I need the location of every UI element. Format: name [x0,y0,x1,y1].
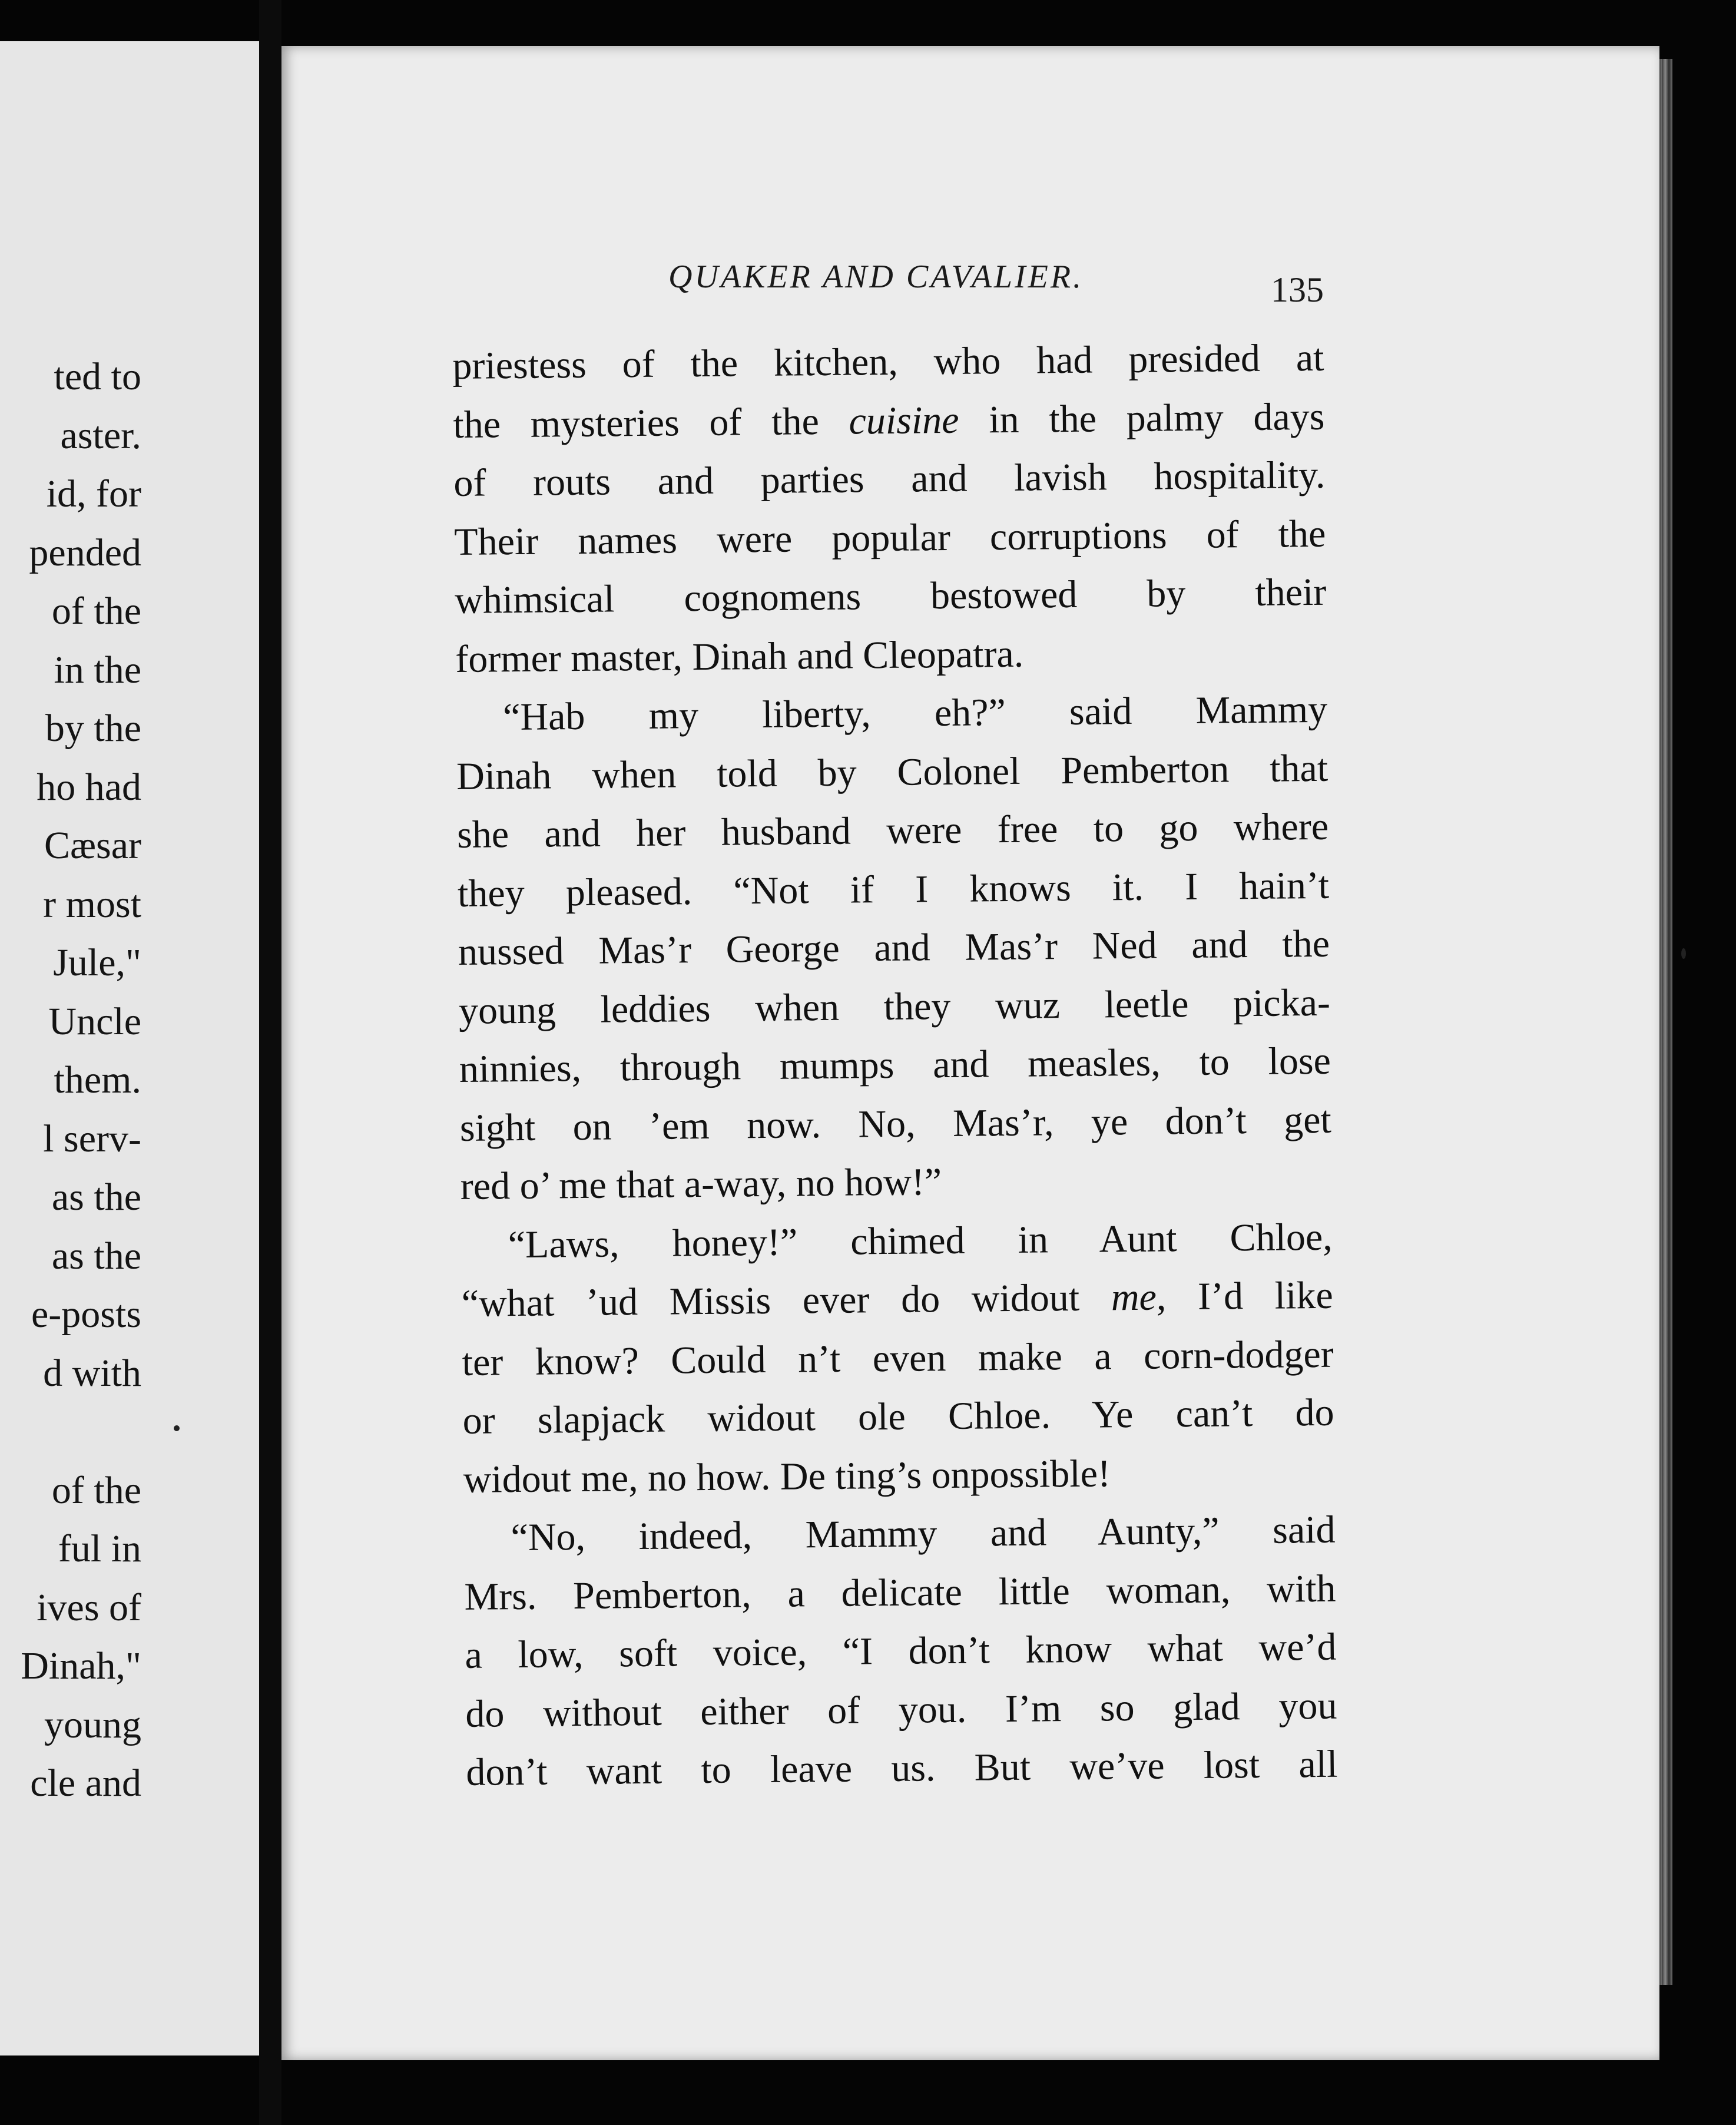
scan-speck [174,1425,180,1431]
left-page-line: ful in [58,1527,141,1570]
text-line [458,915,1330,982]
left-page-line: l serv- [43,1117,141,1160]
text-run: whimsical cognomens bestowed by their [454,570,1327,622]
left-page-line: Uncle [48,999,141,1043]
text-line [459,1090,1331,1157]
italic-word: me [1111,1275,1157,1319]
left-page-line: e-posts [31,1293,141,1336]
text-line [462,1383,1334,1451]
text-run: sight on ’em now. No, Mas’r, ye don’t get [459,1098,1332,1150]
text-run: “what ’ud Missis ever do widout [461,1276,1112,1325]
text-run: ter know? Could n’t even make a corn-dodger [462,1332,1334,1384]
text-run: priestess of the kitchen, who had presided at [452,336,1324,388]
left-page-line: Jule," [53,941,141,984]
left-page-line: of the [51,590,141,633]
text-run: “Laws, honey!” chimed in Aunt Chloe, [508,1215,1333,1266]
text-line [455,563,1327,630]
italic-word: cuisine [849,398,959,443]
left-page-line: Cæsar [44,824,141,867]
left-page-line: cle and [30,1762,141,1805]
text-run: or slapjack widout ole Chloe. Ye can’t do [462,1391,1334,1442]
text-line [453,387,1325,454]
body-text [452,329,1338,1802]
text-line [459,1032,1331,1099]
left-page-line: as the [51,1176,141,1219]
text-line [460,1207,1333,1275]
left-page-line: by the [45,707,141,750]
left-page-text [0,347,141,1813]
text-run: she and her husband were free to go where [456,805,1329,856]
text-line [458,856,1330,923]
left-page-line: id, for [46,472,141,515]
text-run: the mysteries of the [453,399,849,446]
left-page-line: as the [51,1234,141,1277]
text-run: ninnies, through mumps and measles, to lose [459,1039,1331,1091]
text-run: Mrs. Pemberton, a delicate little woman, with [464,1567,1336,1618]
text-run: “No, indeed, Mammy and Aunty,” said [511,1508,1336,1560]
text-line [463,1501,1336,1568]
text-line [464,1559,1336,1626]
left-page-line: ho had [37,765,141,809]
text-run: Dinah when told by Colonel Pemberton that [456,746,1328,798]
left-facing-page [0,41,259,2056]
text-run: don’t want to leave us. But we’ve lost all [466,1742,1338,1794]
book-gutter [259,0,281,2125]
left-page-line: them. [54,1058,141,1101]
left-page-line: Dinah," [21,1644,141,1687]
left-page-line: ted to [54,355,141,398]
text-run: they pleased. “Not if I knows it. I hain’t [457,863,1330,915]
left-page-line: in the [54,648,141,691]
running-head: QUAKER AND CAVALIER. [668,259,1084,295]
text-line [456,680,1328,747]
left-page-line: of the [51,1468,141,1512]
text-line [466,1735,1338,1802]
text-run: red o’ me that a-way, no how!” [460,1160,942,1208]
text-line [461,1266,1333,1333]
text-line [462,1325,1334,1392]
text-run: of routs and parties and lavish hospitality. [453,453,1326,505]
text-run: in the palmy days [959,395,1325,442]
text-line [465,1618,1337,1685]
text-run: do without either of you. I’m so glad you [465,1684,1337,1736]
text-run: nussed Mas’r George and Mas’r Ned and the [458,922,1330,974]
text-run: Their names were popular corruptions of the [453,512,1326,564]
text-run: former master, Dinah and Cleopatra. [455,632,1024,681]
text-line [459,973,1331,1040]
text-line [460,1149,1332,1216]
left-page-line: young [44,1703,141,1746]
text-line [463,1442,1335,1509]
left-page-line: aster. [60,413,141,457]
text-line [456,739,1328,806]
left-page-line: d with [43,1351,141,1395]
left-page-line [0,1402,141,1461]
text-line [457,797,1329,865]
text-line [455,621,1327,689]
left-page-line: r most [43,882,141,926]
text-line [452,329,1324,396]
text-run: widout me, no how. De ting’s onpossible! [463,1451,1111,1501]
left-page-line: ives of [37,1586,141,1629]
text-run: young leddies when they wuz leetle picka- [458,981,1331,1032]
text-run: a low, soft voice, “I don’t know what we’d [465,1625,1337,1677]
text-run: , I’d like [1156,1273,1334,1319]
scan-speck [1681,948,1686,959]
page-number: 135 [1271,270,1324,309]
left-page-line: pended [29,531,141,574]
text-line [465,1676,1337,1743]
text-line [453,446,1326,513]
text-line [454,504,1326,571]
text-run: “Hab my liberty, eh?” said Mammy [502,687,1328,739]
